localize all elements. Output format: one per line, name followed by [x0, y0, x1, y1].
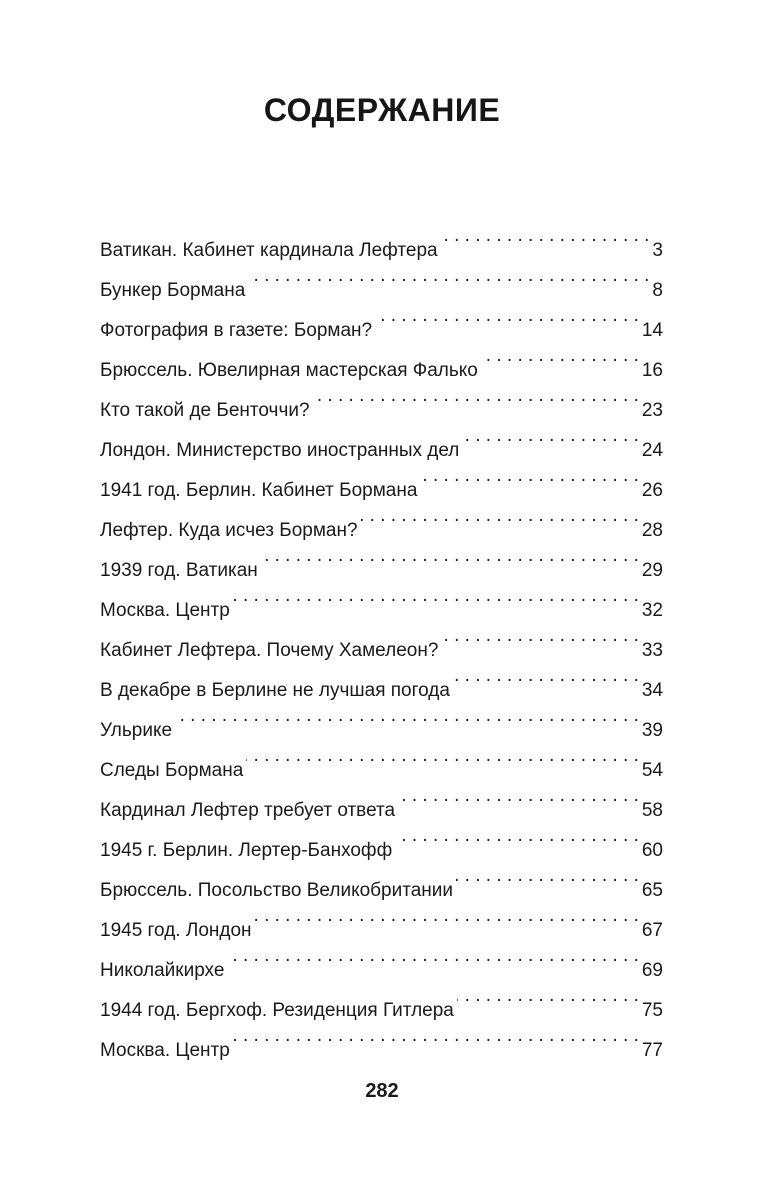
dot-leader [175, 696, 639, 736]
toc-entry-page: 3 [652, 240, 663, 261]
dot-leader [255, 896, 639, 936]
toc-entry-title: Лондон. Министерство иностранных дел [100, 440, 460, 461]
dot-leader [456, 856, 639, 896]
dot-leader [375, 296, 639, 336]
toc-entry-page: 26 [641, 480, 663, 501]
toc-entry-title: 1944 год. Бергхоф. Резиденция Гитлера [100, 1000, 454, 1021]
dot-leader [420, 456, 638, 496]
dot-leader [441, 616, 638, 656]
toc-entry-title: Фотография в газете: Борман? [100, 320, 373, 341]
toc-entry-page: 8 [652, 280, 663, 301]
toc-entry-page: 58 [641, 800, 663, 821]
dot-leader [261, 536, 639, 576]
page-title: СОДЕРЖАНИЕ [263, 92, 501, 128]
toc-entry-page: 65 [641, 880, 663, 901]
dot-leader [441, 216, 650, 256]
toc-entry-title: Кто такой де Бенточчи? [100, 400, 310, 421]
dot-leader [246, 736, 639, 776]
dot-leader [395, 816, 639, 856]
toc-entry-page: 33 [641, 640, 663, 661]
dot-leader [462, 416, 638, 456]
toc-entry-title: Ватикан. Кабинет кардинала Лефтера [100, 240, 438, 261]
toc-entry-title: Следы Бормана [100, 760, 244, 781]
toc-entry-title: Кардинал Лефтер требует ответа [100, 800, 396, 821]
toc-entry [100, 216, 663, 261]
toc-entry-title: 1945 г. Берлин. Лертер-Банхофф [100, 840, 393, 861]
toc-entry [100, 736, 663, 781]
page-number: 282 [365, 1080, 399, 1102]
toc-entry-title: Бункер Бормана [100, 280, 246, 301]
toc-entry-page: 67 [641, 920, 663, 941]
dot-leader [453, 656, 639, 696]
toc-entry-page: 54 [641, 760, 663, 781]
dot-leader [361, 496, 639, 536]
toc-entry-page: 75 [641, 1000, 663, 1021]
toc-entry-title: Москва. Центр [100, 1040, 230, 1061]
toc-entry-title: В декабре в Берлине не лучшая погода [100, 680, 450, 701]
dot-leader [398, 776, 639, 816]
dot-leader [227, 936, 638, 976]
toc-entry-page: 60 [641, 840, 663, 861]
toc-entry-page: 28 [641, 520, 663, 541]
toc-entry-page: 34 [641, 680, 663, 701]
toc-entry-title: Николайкирхе [100, 960, 225, 981]
toc-entry-title: Брюссель. Ювелирная мастерская Фалько [100, 360, 478, 381]
dot-leader [313, 376, 639, 416]
toc-entry-title: Лефтер. Куда исчез Борман? [100, 520, 358, 541]
toc-entry-page: 39 [641, 720, 663, 741]
toc-entry-title: Кабинет Лефтера. Почему Хамелеон? [100, 640, 439, 661]
toc-entry-page: 14 [641, 320, 663, 341]
toc-entry-page: 32 [641, 600, 663, 621]
toc-entry-page: 29 [641, 560, 663, 581]
toc-entry-title: Ульрике [100, 720, 173, 741]
toc-entry [100, 696, 663, 741]
toc-entry-title: 1939 год. Ватикан [100, 560, 258, 581]
toc-entry-page: 24 [641, 440, 663, 461]
toc-entry-title: Брюссель. Посольство Великобритании [100, 880, 454, 901]
toc-entry-title: Москва. Центр [100, 600, 230, 621]
toc-entry-page: 16 [641, 360, 663, 381]
toc-entry-page: 77 [641, 1040, 663, 1061]
toc-entry-page: 69 [641, 960, 663, 981]
table-of-contents [100, 216, 663, 1061]
dot-leader [248, 256, 649, 296]
toc-entry-page: 23 [641, 400, 663, 421]
toc-entry-title: 1945 год. Лондон [100, 920, 252, 941]
dot-leader [481, 336, 639, 376]
dot-leader [457, 976, 639, 1016]
dot-leader [233, 576, 639, 616]
dot-leader [233, 1016, 639, 1056]
toc-entry-title: 1941 год. Берлин. Кабинет Бормана [100, 480, 418, 501]
